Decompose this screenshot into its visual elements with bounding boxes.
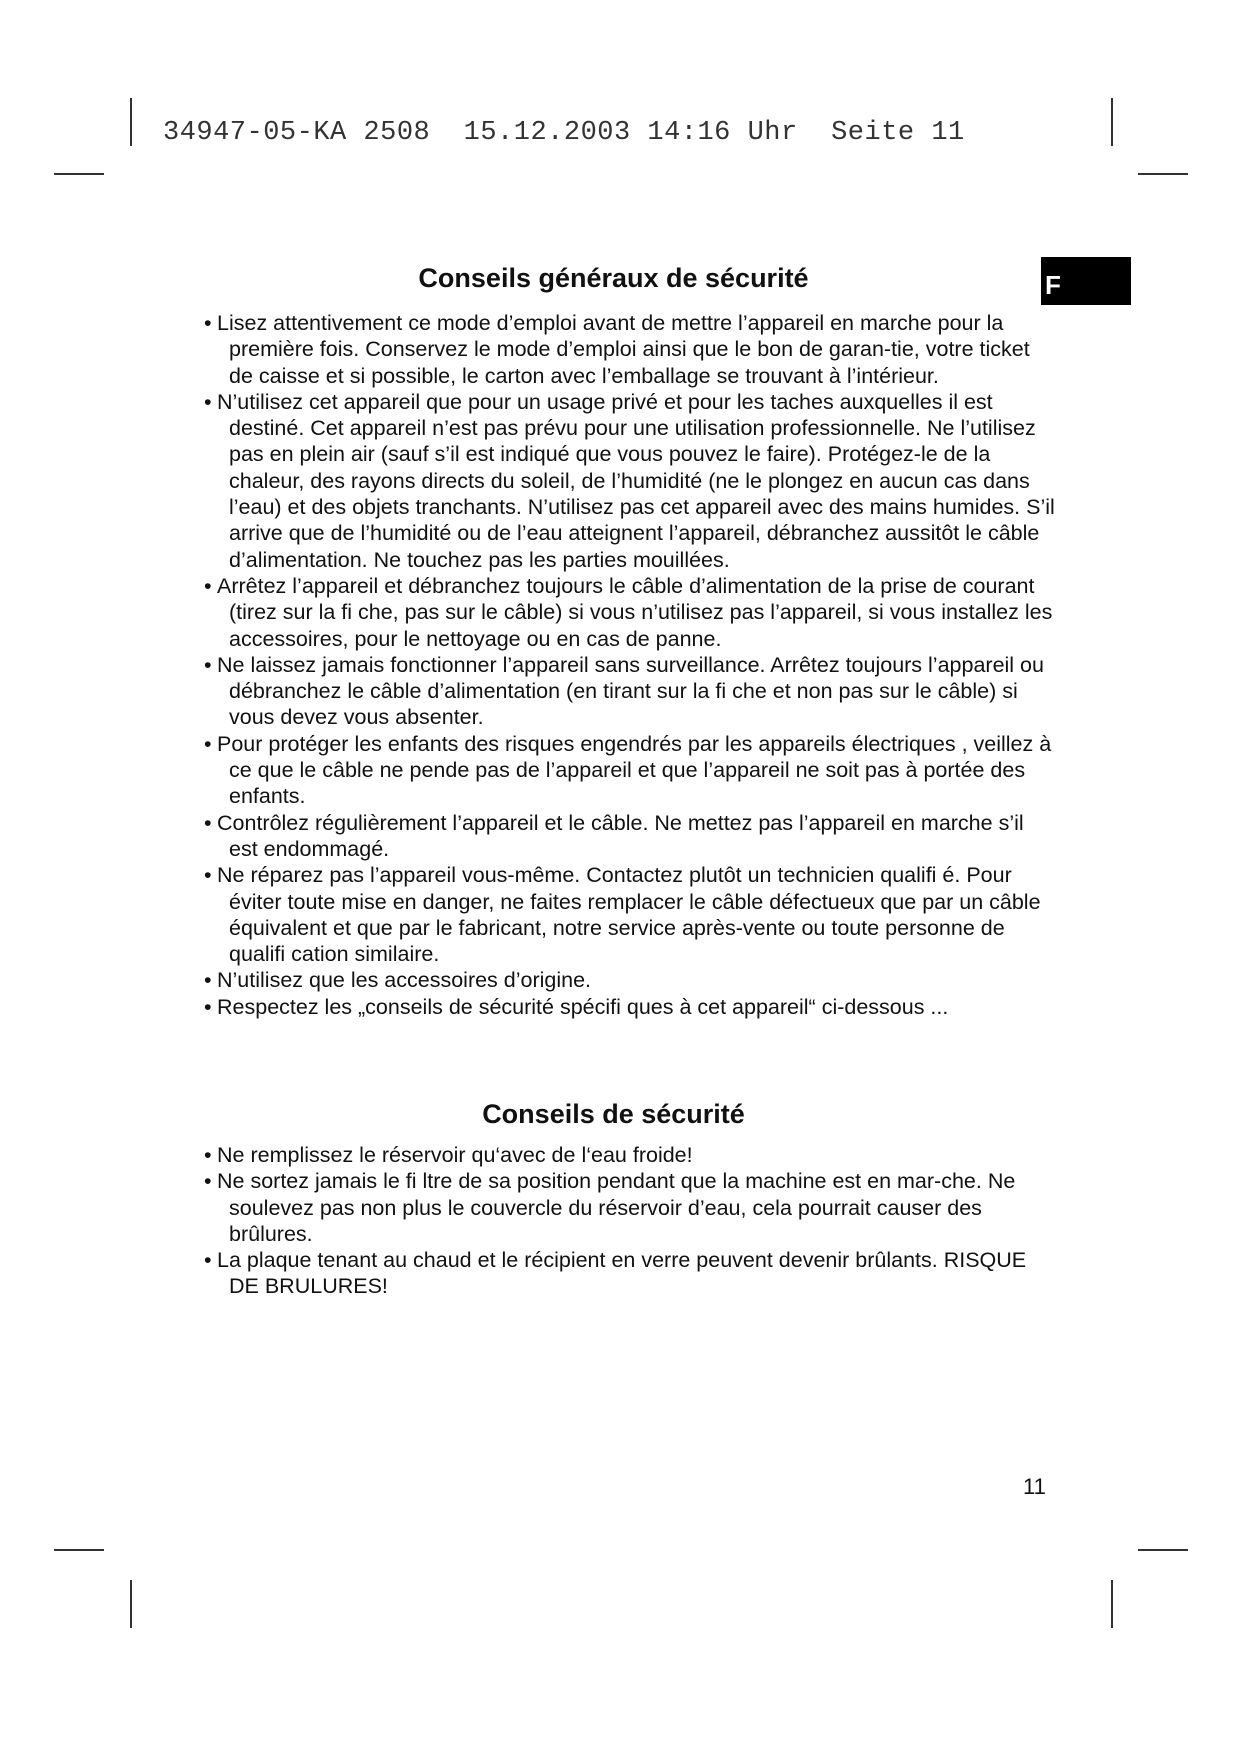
list-item <box>205 967 1055 993</box>
language-tab-label: F <box>1045 270 1061 300</box>
bullet-icon: • <box>204 389 212 414</box>
list-item-text: N’utilisez cet appareil que pour un usage privé et pour les taches auxquelles il est destiné. Cet appareil n’est pas prévu pour une utilisation professionnelle. Ne l’utilisez pas en plein air (sauf s’il est indiqué que vous pouvez le faire). Protégez-le de la chaleur, des rayons directs du soleil, de l’humidité (ne le plongez en aucun cas dans l’eau) et des objets tranchants. N’utilisez pas cet appareil avec des mains humides. S’il arrive que de l’humidité ou de l’eau atteignent l’appareil, débranchez aussitôt le câble d’alimentation. Ne touchez pas les parties mouillées. <box>217 389 1055 572</box>
bullet-icon: • <box>204 573 212 598</box>
crop-mark-top-right-horizontal <box>1138 173 1188 175</box>
specific-safety-list <box>205 1142 1055 1300</box>
list-item-text: N’utilisez que les accessoires d’origine. <box>217 968 592 993</box>
crop-mark-top-left-horizontal <box>54 173 104 175</box>
bullet-icon: • <box>204 1143 212 1167</box>
list-item <box>205 1142 1055 1168</box>
print-slug: 34947-05-KA 2508 15.12.2003 14:16 Uhr Seite 11 <box>163 118 965 148</box>
bullet-icon: • <box>204 311 212 335</box>
list-item <box>205 1247 1055 1300</box>
list-item-text: Ne laissez jamais fonctionner l’appareil sans surveillance. Arrêtez toujours l’appareil ou débranchez le câble d’alimentation (en tirant sur la fi che et non pas sur le câble) si vous devez vous absenter. <box>217 652 1044 730</box>
section-title-specific: Conseils de sécurité <box>482 1099 745 1129</box>
list-item <box>205 573 1055 652</box>
list-item <box>205 310 1055 389</box>
page-number: 11 <box>1023 1474 1046 1499</box>
list-item-text: Contrôlez régulièrement l’appareil et le câble. Ne mettez pas l’appareil en marche s’il est endommagé. <box>217 810 1024 861</box>
list-item-text: Lisez attentivement ce mode d’emploi avant de mettre l’appareil en marche pour la première fois. Conservez le mode d’emploi ainsi que le bon de garan-tie, votre ticket de caisse et si possible, le carton avec l’emballage se trouvant à l’intérieur. <box>217 311 1030 388</box>
crop-mark-top-left-vertical <box>130 98 132 146</box>
bullet-icon: • <box>204 731 212 756</box>
crop-mark-bottom-right-vertical <box>1111 1580 1113 1628</box>
list-item-text: Ne sortez jamais le fi ltre de sa position pendant que la machine est en mar-che. Ne soulevez pas non plus le couvercle du réservoir d’eau, cela pourrait causer des brûlures. <box>217 1169 1016 1246</box>
list-item-text: Arrêtez l’appareil et débranchez toujours le câble d’alimentation de la prise de courant (tirez sur la fi che, pas sur le câble) si vous n’utilisez pas l’appareil, si vous installez les accessoires, pour le nettoyage ou en cas de panne. <box>217 573 1053 651</box>
list-item <box>205 389 1055 573</box>
list-item-text: Pour protéger les enfants des risques engendrés par les appareils électriques , veillez à ce que le câble ne pende pas de l’appareil et que l’appareil ne soit pas à portée des enfants. <box>217 731 1052 809</box>
list-item <box>205 862 1055 967</box>
bullet-icon: • <box>204 1248 212 1273</box>
list-item <box>205 652 1055 731</box>
bullet-icon: • <box>204 810 212 835</box>
crop-mark-bottom-right-horizontal <box>1138 1549 1188 1551</box>
bullet-icon: • <box>204 1169 212 1194</box>
list-item-text: La plaque tenant au chaud et le récipient en verre peuvent devenir brûlants. RISQUE DE BRULURES! <box>217 1248 1027 1299</box>
crop-mark-bottom-left-horizontal <box>54 1549 104 1551</box>
bullet-icon: • <box>204 652 212 677</box>
bullet-icon: • <box>204 968 212 993</box>
crop-mark-bottom-left-vertical <box>130 1580 132 1628</box>
list-item <box>205 1168 1055 1247</box>
general-safety-list <box>205 310 1055 1020</box>
list-item <box>205 994 1055 1020</box>
list-item <box>205 731 1055 810</box>
list-item-text: Respectez les „conseils de sécurité spécifi ques à cet appareil“ ci-dessous ... <box>217 994 949 1019</box>
section-title-general: Conseils généraux de sécurité <box>418 263 809 293</box>
list-item-text: Ne remplissez le réservoir qu‘avec de l‘eau froide! <box>217 1143 693 1167</box>
crop-mark-top-right-vertical <box>1111 98 1113 146</box>
bullet-icon: • <box>204 863 212 888</box>
bullet-icon: • <box>204 994 212 1019</box>
list-item <box>205 810 1055 863</box>
list-item-text: Ne réparez pas l’appareil vous-même. Contactez plutôt un technicien qualifi é. Pour éviter toute mise en danger, ne faites remplacer le câble défectueux que par un câble équivalent et que par le fabricant, notre service après-vente ou toute personne de qualifi cation similaire. <box>217 863 1041 967</box>
